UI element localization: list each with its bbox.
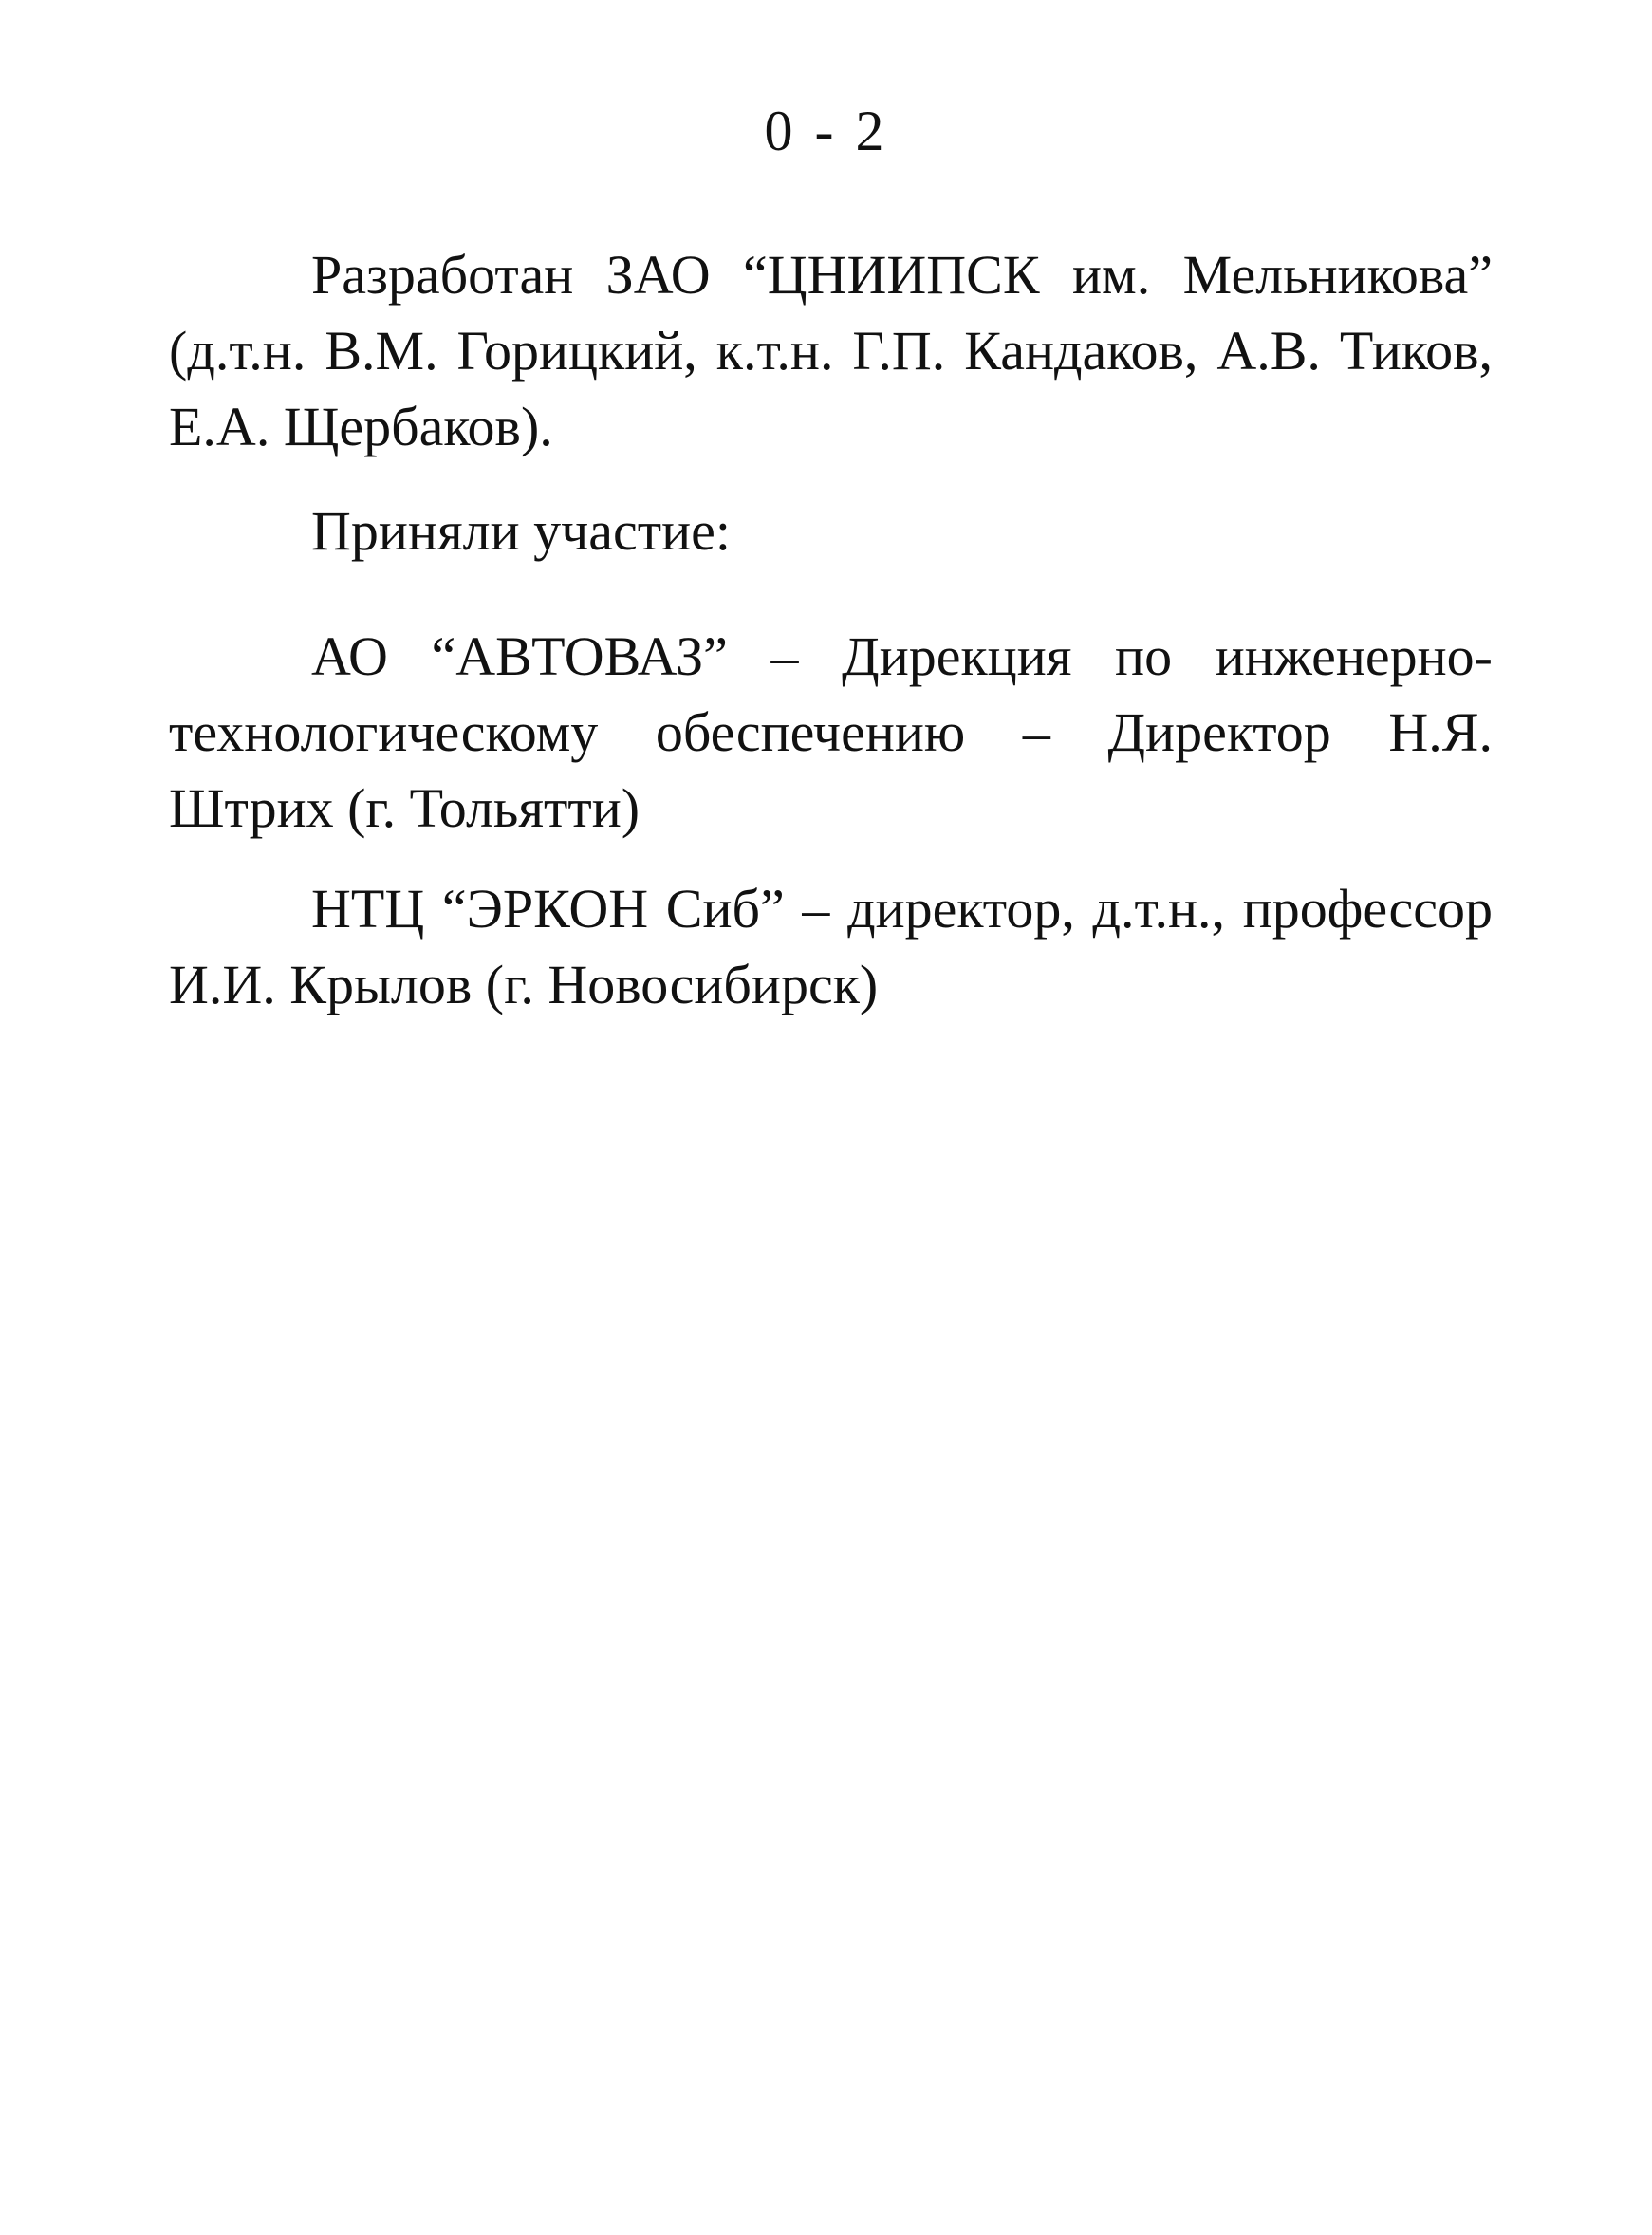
developed-by-paragraph <box>169 237 1493 465</box>
participant-text: АО “АВТОВАЗ” – Дирекция по инженерно-технологическому обеспечению – Директор Н.Я. Штрих (г. Тольятти) <box>169 625 1493 839</box>
participated-heading-paragraph <box>169 494 1493 569</box>
participant-paragraph-erkon <box>169 871 1493 1023</box>
developed-by-text: Разработан ЗАО “ЦНИИПСК им. Мельникова” (д.т.н. В.М. Горицкий, к.т.н. Г.П. Кандаков, А.В. Тиков, Е.А. Щербаков). <box>169 244 1493 457</box>
participant-paragraph-avtovaz <box>169 619 1493 847</box>
participant-text: НТЦ “ЭРКОН Сиб” – директор, д.т.н., профессор И.И. Крылов (г. Новосибирск) <box>169 878 1493 1015</box>
participated-heading: Приняли участие: <box>311 500 732 562</box>
page-number: 0 - 2 <box>764 100 888 162</box>
